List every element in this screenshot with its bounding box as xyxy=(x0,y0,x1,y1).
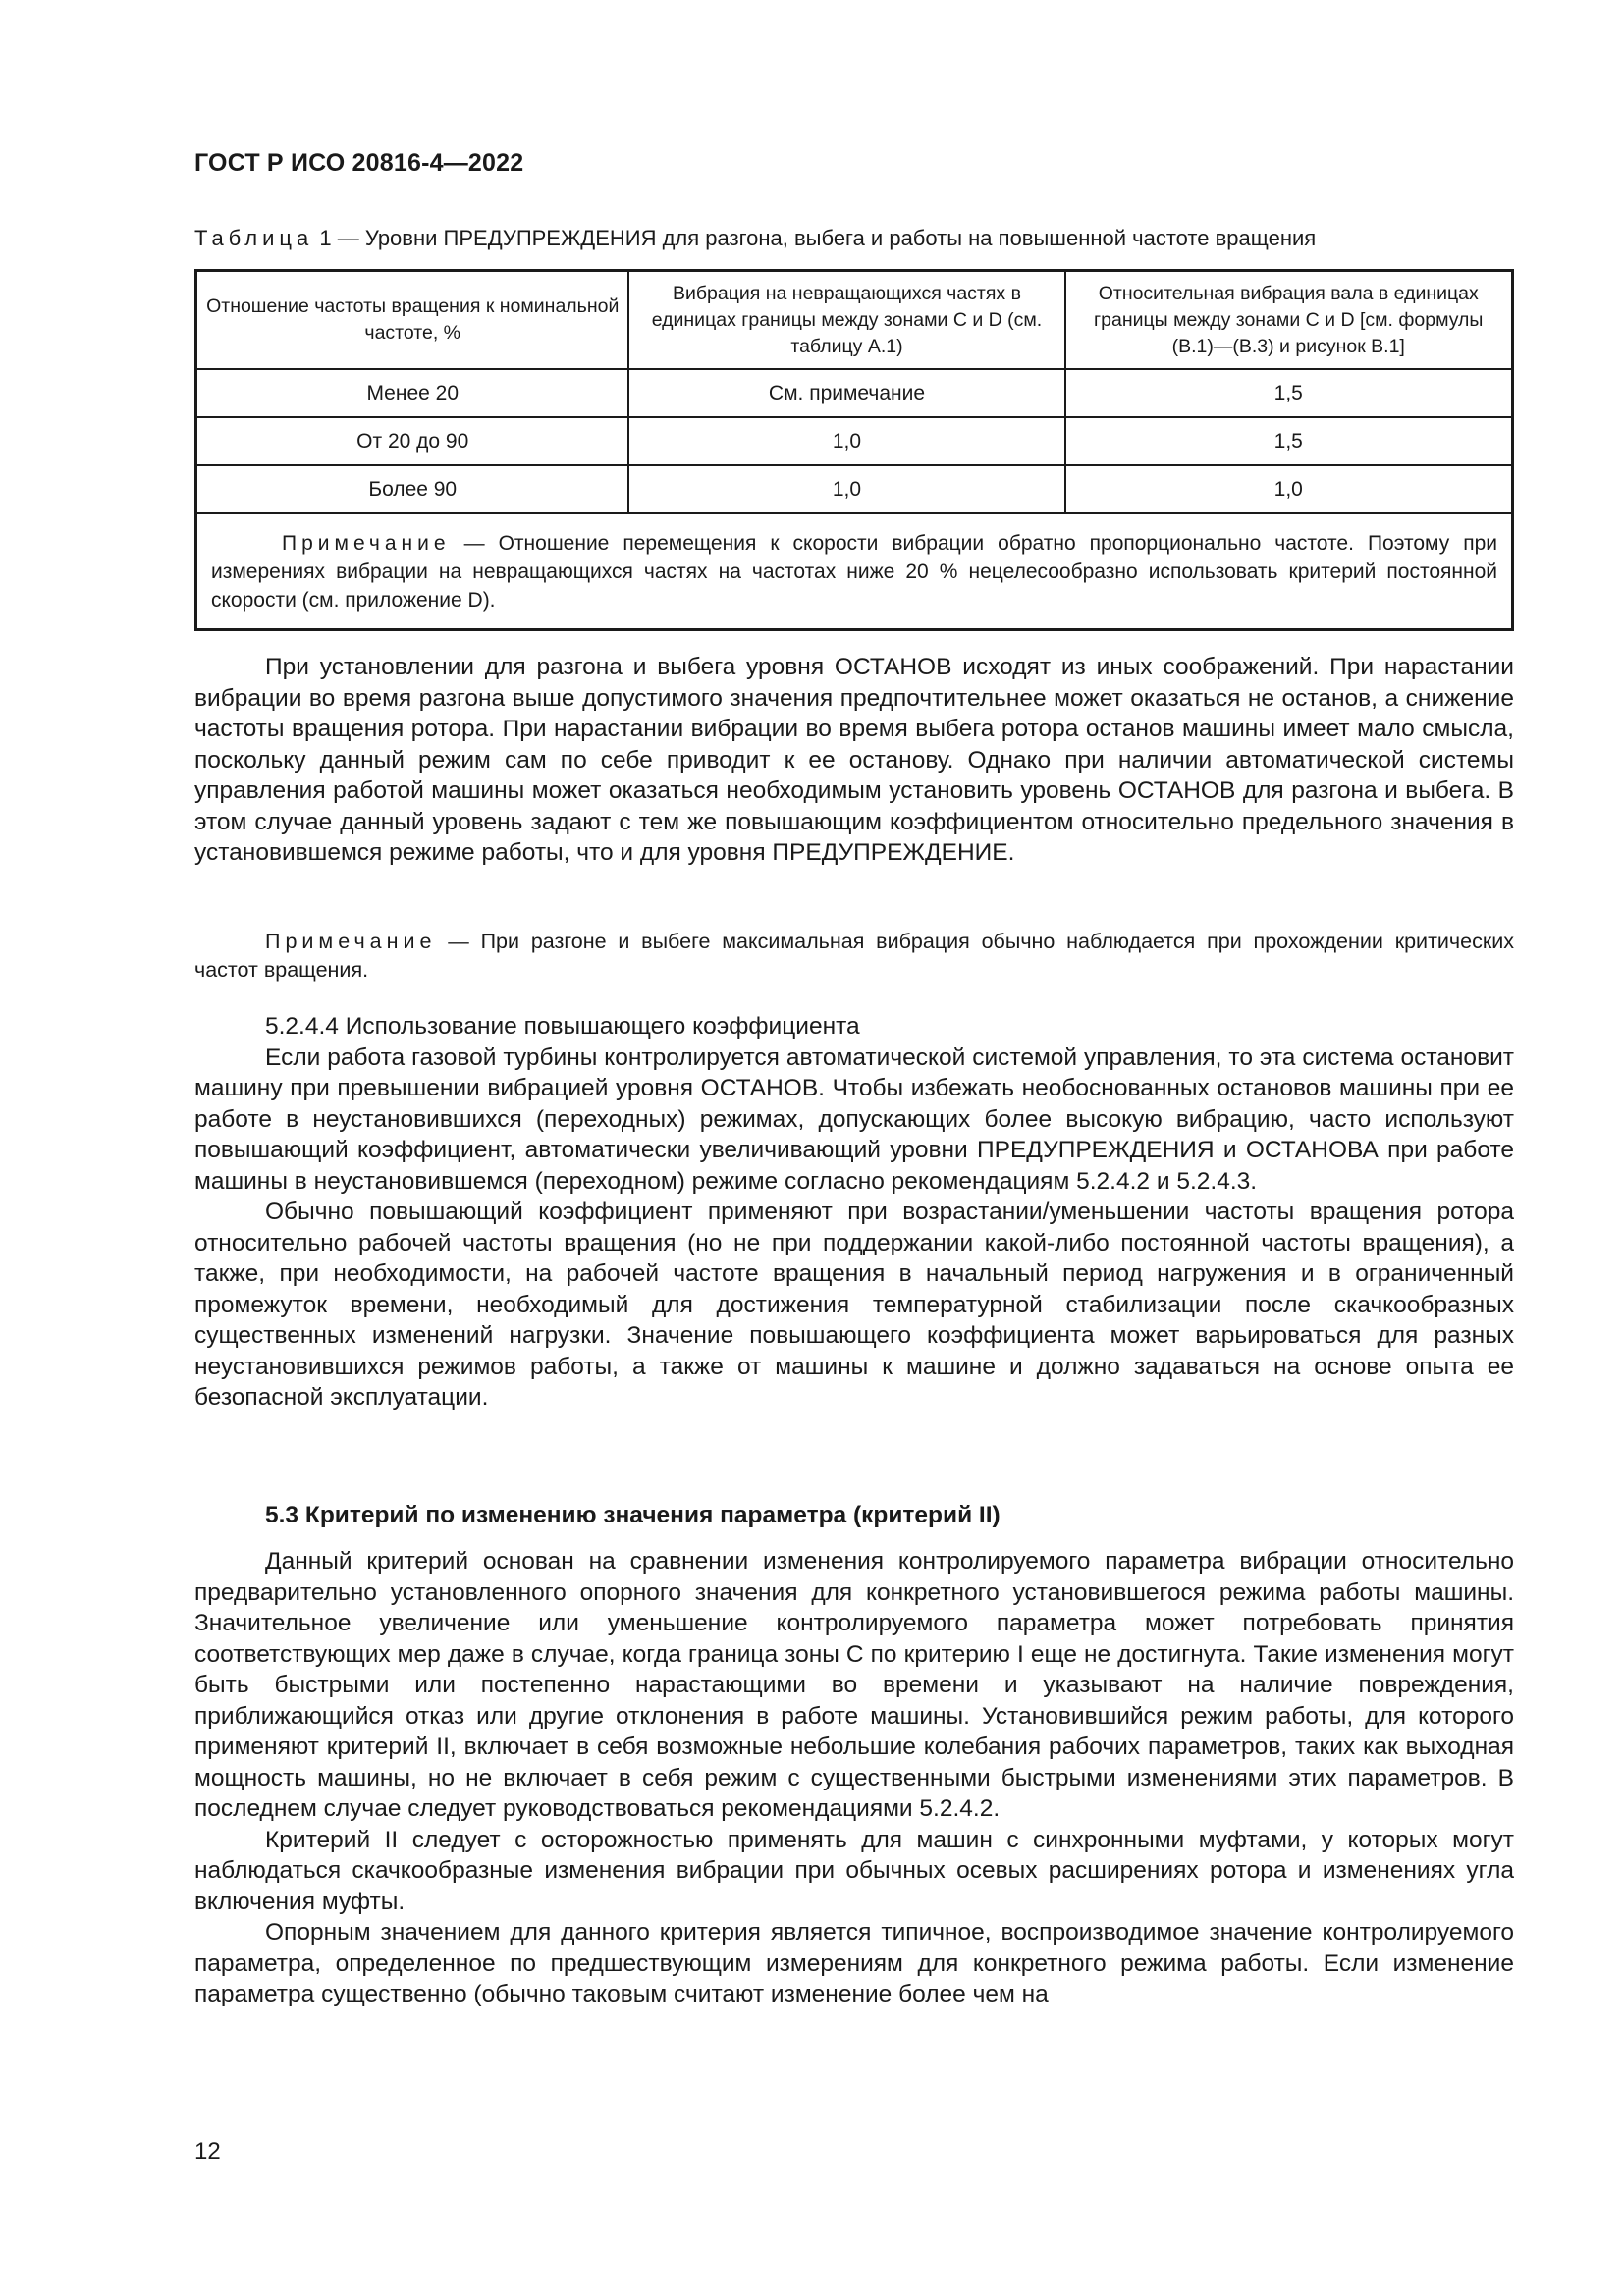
column-header-nonrotating-vibration: Вибрация на невращающихся частях в единицах границы между зонами C и D (см. таблицу А.1) xyxy=(628,271,1064,370)
subsection-title: 5.2.4.4 Использование повышающего коэффициента xyxy=(265,1013,860,1040)
table-caption-label: Таблица xyxy=(194,226,314,250)
section-5-3-body xyxy=(194,1546,1514,2010)
document-standard-id: ГОСТ Р ИСО 20816-4—2022 xyxy=(194,149,524,177)
table-cell: 1,0 xyxy=(1065,465,1513,513)
column-header-speed-ratio: Отношение частоты вращения к номинальной частоте, % xyxy=(196,271,629,370)
column-header-shaft-vibration: Относительная вибрация вала в единицах границы между зонами C и D [см. формулы (В.1)—(В.3) и рисунок В.1] xyxy=(1065,271,1513,370)
table-caption-text: 1 — Уровни ПРЕДУПРЕЖДЕНИЯ для разгона, выбега и работы на повышенной частоте вращения xyxy=(313,226,1317,250)
paragraph-text: При установлении для разгона и выбега уровня ОСТАНОВ исходят из иных соображений. При нарастании вибрации во время разгона выше допустимого значения предпочтительнее может оказаться не останов, а снижение частоты вращения ротора. При нарастании вибрации во время выбега ротора останов машины имеет мало смысла, поскольку данный режим сам по себе приводит к ее останову. Однако при наличии автоматической системы управления работой машины может оказаться необходимым установить уровень ОСТАНОВ для разгона и выбега. В этом случае данный уровень задают с тем же повышающим коэффициентом относительно предельного значения в установившемся режиме работы, что и для уровня ПРЕДУПРЕЖДЕНИЕ. xyxy=(194,654,1514,866)
paragraph-text: Опорным значением для данного критерия является типичное, воспроизводимое значение контролируемого параметра, определенное по предшествующим измерениям для конкретного режима работы. Если изменение параметра существенно (обычно таковым считают изменение более чем на xyxy=(194,1919,1514,2007)
table-cell: 1,0 xyxy=(628,465,1064,513)
table-note-text: — Отношение перемещения к скорости вибрации обратно пропорционально частоте. Поэтому при измерениях вибрации на невращающихся частях на частотах ниже 20 % нецелесообразно использовать критерий постоянной скорости (см. приложение D). xyxy=(211,531,1497,612)
table-cell: 1,0 xyxy=(628,417,1064,465)
table-row xyxy=(196,417,1513,465)
paragraph-stop-level xyxy=(194,652,1514,869)
table-note xyxy=(196,513,1513,630)
note-critical-speeds xyxy=(194,928,1514,985)
table-header-row xyxy=(196,271,1513,370)
section-5-3-heading: 5.3 Критерий по изменению значения параметра (критерий II) xyxy=(265,1502,1001,1528)
paragraph-text: Если работа газовой турбины контролируется автоматической системой управления, то эта система остановит машину при превышении вибрацией уровня ОСТАНОВ. Чтобы избежать необоснованных остановов машины при ее работе в неустановившихся (переходных) режимах, допускающих более высокую вибрацию, часто используют повышающий коэффициент, автоматически увеличивающий уровни ПРЕДУПРЕЖДЕНИЯ и ОСТАНОВА при работе машины в неустановившемся (переходном) режиме согласно рекомендациям 5.2.4.2 и 5.2.4.3. xyxy=(194,1043,1514,1195)
subsection-5-2-4-4 xyxy=(194,1011,1514,1414)
table-cell: От 20 до 90 xyxy=(196,417,629,465)
table-row xyxy=(196,369,1513,417)
table-cell: Менее 20 xyxy=(196,369,629,417)
paragraph-text: Критерий II следует с осторожностью применять для машин с синхронными муфтами, у которых могут наблюдаться скачкообразные изменения вибрации при обычных осевых расширениях ротора и изменениях угла включения муфты. xyxy=(194,1826,1514,1915)
note-text: — При разгоне и выбеге максимальная вибрация обычно наблюдается при прохождении критических частот вращения. xyxy=(194,930,1514,982)
table-caption xyxy=(194,226,1316,251)
table-cell: 1,5 xyxy=(1065,417,1513,465)
page-number: 12 xyxy=(194,2138,221,2164)
note-label: Примечание xyxy=(265,930,437,953)
paragraph-text: Обычно повышающий коэффициент применяют при возрастании/уменьшении частоты вращения ротора относительно рабочей частоты вращения (но не при поддержании какой-либо постоянной частоты вращения), а также, при необходимости, на рабочей частоте вращения в начальный период нагружения и в ограниченный промежуток времени, необходимый для достижения температурной стабилизации после скачкообразных существенных изменений нагрузки. Значение повышающего коэффициента может варьироваться для разных неустановившихся режимов работы, а также от машины к машине и должно задаваться на основе опыта ее безопасной эксплуатации. xyxy=(194,1199,1514,1411)
table-note-row xyxy=(196,513,1513,630)
table-cell: 1,5 xyxy=(1065,369,1513,417)
table-cell: Более 90 xyxy=(196,465,629,513)
warning-levels-table xyxy=(194,269,1514,631)
table-cell: См. примечание xyxy=(628,369,1064,417)
table-note-label: Примечание xyxy=(282,531,451,555)
table-row xyxy=(196,465,1513,513)
paragraph-text: Данный критерий основан на сравнении изменения контролируемого параметра вибрации относительно предварительно установленного опорного значения для конкретного установившегося режима работы машины. Значительное увеличение или уменьшение контролируемого параметра может потребовать принятия соответствующих мер даже в случае, когда граница зоны С по критерию I еще не достигнута. Такие изменения могут быть быстрыми или постепенно нарастающими во времени и указывают на наличие повреждения, приближающийся отказ или другие отклонения в работе машины. Установившийся режим работы, для которого применяют критерий II, включает в себя возможные небольшие колебания рабочих параметров, таких как выходная мощность машины, но не включает в себя режим с существенными быстрыми изменениями этих параметров. В последнем случае следует руководствоваться рекомендациями 5.2.4.2. xyxy=(194,1548,1514,1822)
